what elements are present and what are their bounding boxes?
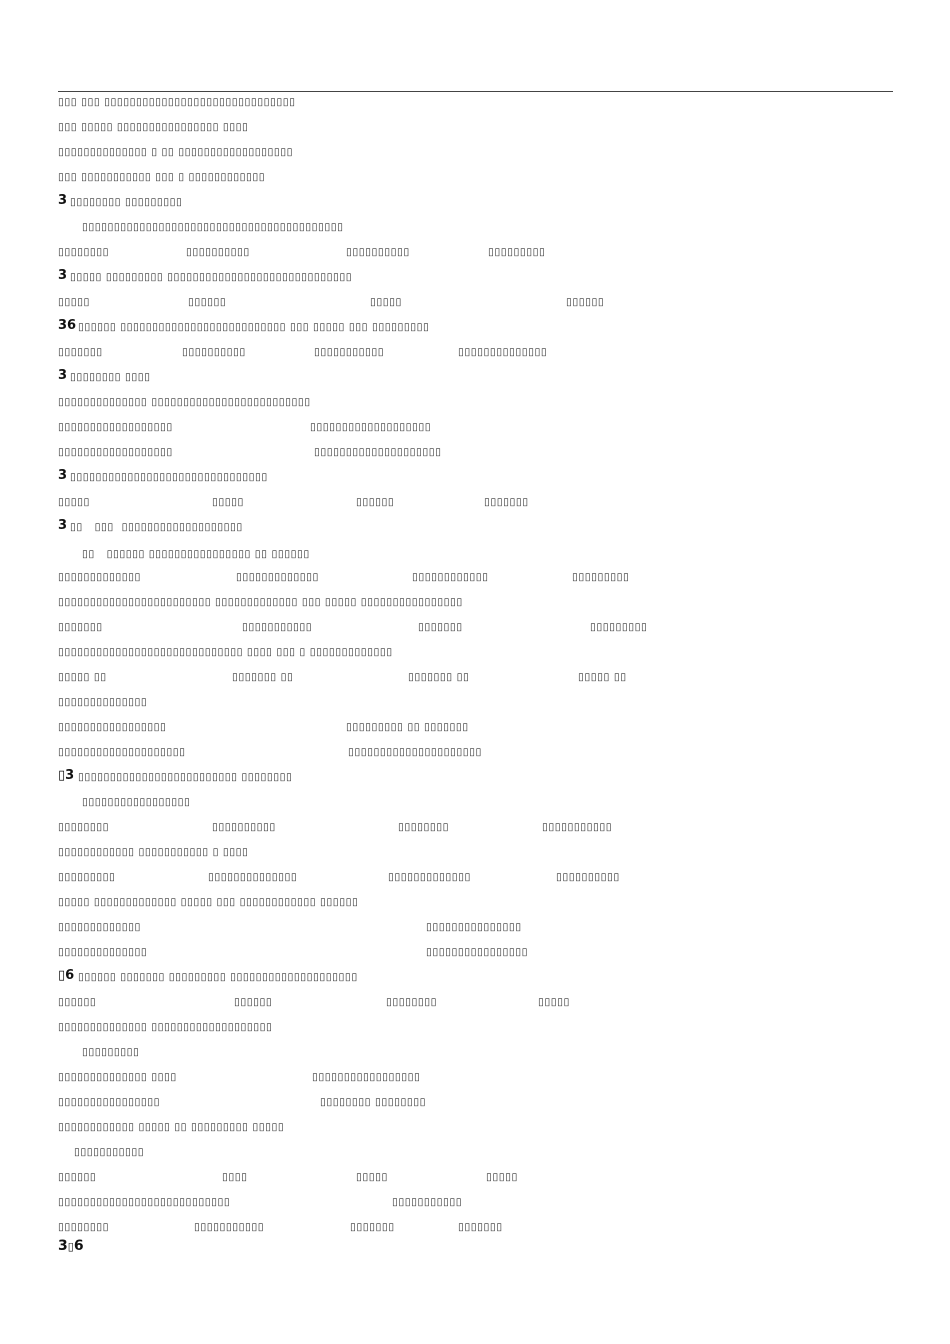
text-line: [58, 1217, 888, 1237]
text-line: [82, 1042, 912, 1062]
text-line: [58, 617, 888, 637]
text-segment: ▯▯▯▯▯▯▯▯▯▯▯▯▯▯: [458, 346, 548, 358]
text-segment: ▯▯▯▯▯▯▯▯▯▯▯▯▯▯▯: [426, 921, 522, 933]
text-line: [58, 917, 888, 937]
text-segment: ▯▯▯▯▯▯▯ ▯▯: [232, 671, 294, 683]
item-number: 3: [58, 193, 68, 208]
text-line: [58, 767, 888, 787]
page-total: 6: [73, 1238, 84, 1254]
text-segment: ▯▯▯▯▯▯▯ ▯▯: [408, 671, 470, 683]
text-line: [58, 717, 888, 737]
text-segment: ▯▯▯▯▯▯▯▯▯: [488, 246, 546, 258]
text-segment: ▯▯▯▯: [222, 1171, 248, 1183]
text-line: [74, 1142, 904, 1162]
text-segment: ▯▯▯▯▯▯: [234, 996, 273, 1008]
text-line: [58, 642, 888, 662]
text-segment: ▯▯▯▯▯▯▯: [484, 496, 529, 508]
text-line: [58, 867, 888, 887]
text-segment: ▯▯▯▯▯▯▯▯: [58, 246, 110, 258]
text-segment: ▯▯▯▯▯▯▯: [58, 621, 103, 633]
text-segment: ▯▯▯▯▯▯▯▯▯▯▯: [194, 1221, 265, 1233]
text-segment: ▯▯▯▯▯▯▯▯▯▯▯▯▯▯: [58, 696, 148, 708]
item-number: ▯6: [58, 968, 75, 983]
text-segment: ▯▯▯▯▯▯▯▯▯: [572, 571, 630, 583]
text-line: [58, 1117, 888, 1137]
text-segment: ▯▯▯▯▯▯▯: [418, 621, 463, 633]
text-segment: ▯▯▯▯▯▯▯▯▯▯▯▯▯▯▯▯: [426, 946, 529, 958]
text-segment: ▯▯▯▯▯: [486, 1171, 518, 1183]
text-segment: ▯▯▯▯▯▯▯▯▯▯: [346, 246, 410, 258]
text-segment: ▯▯▯▯▯▯: [58, 1171, 97, 1183]
text-segment: ▯▯▯▯▯▯▯▯▯▯▯▯▯▯▯▯▯▯▯▯▯: [348, 746, 482, 758]
text-segment: ▯▯▯▯▯▯▯▯▯: [58, 871, 116, 883]
text-segment: ▯▯▯▯▯▯▯▯▯▯▯▯▯▯▯▯▯▯▯▯▯▯▯▯ ▯▯▯▯▯▯▯▯▯▯▯▯▯ ▯▯▯ ▯▯▯▯▯ ▯▯▯▯▯▯▯▯▯▯▯▯▯▯▯▯: [58, 596, 463, 608]
text-segment: ▯▯▯▯▯: [58, 496, 90, 508]
text-segment: ▯▯▯▯▯: [58, 296, 90, 308]
text-line: [58, 992, 888, 1012]
text-line: [82, 792, 912, 812]
text-line: [58, 942, 888, 962]
text-segment: ▯▯▯▯▯▯▯: [58, 346, 103, 358]
text-line: [58, 417, 888, 437]
item-number: 36: [58, 318, 77, 333]
text-segment: ▯▯▯▯▯▯▯▯▯▯▯▯▯▯: [208, 871, 298, 883]
text-segment: ▯▯▯▯▯▯▯▯▯▯▯▯▯▯: [58, 946, 148, 958]
text-segment: ▯▯▯▯▯▯▯▯ ▯▯▯▯▯▯▯▯: [320, 1096, 426, 1108]
text-segment: ▯▯▯▯▯▯▯: [458, 1221, 503, 1233]
text-segment: ▯▯▯▯▯▯▯▯▯▯▯▯▯▯▯▯▯▯: [58, 421, 173, 433]
text-line: [58, 442, 888, 462]
text-segment: ▯▯▯▯▯: [370, 296, 402, 308]
text-segment: ▯▯▯▯▯▯▯▯▯▯▯▯▯: [388, 871, 471, 883]
text-segment: ▯▯▯▯▯▯▯▯: [58, 821, 110, 833]
text-segment: ▯▯▯▯▯▯▯▯▯ ▯▯ ▯▯▯▯▯▯▯: [346, 721, 469, 733]
text-segment: ▯▯▯▯▯▯▯▯▯▯▯▯▯: [58, 571, 141, 583]
text-line: [58, 692, 888, 712]
text-line: [58, 1192, 888, 1212]
text-segment: ▯▯▯▯▯ ▯▯: [58, 671, 107, 683]
text-line: [58, 192, 888, 212]
text-line: [58, 467, 888, 487]
page-number: 3: [58, 1238, 68, 1254]
text-segment: ▯▯▯ ▯▯▯▯▯ ▯▯▯▯▯▯▯▯▯▯▯▯▯▯▯▯ ▯▯▯▯: [58, 121, 249, 133]
item-number: ▯3: [58, 768, 75, 783]
text-segment: ▯▯▯▯▯: [538, 996, 570, 1008]
text-line: [58, 1067, 888, 1087]
text-segment: ▯▯▯▯▯▯▯▯▯▯▯▯▯▯▯▯▯: [58, 721, 167, 733]
text-segment: ▯▯▯▯▯▯▯▯ ▯▯▯▯▯▯▯▯▯: [70, 196, 183, 208]
text-segment: ▯▯▯▯▯▯▯▯▯▯▯▯▯: [58, 921, 141, 933]
text-segment: ▯▯▯▯▯▯ ▯▯▯▯▯▯▯ ▯▯▯▯▯▯▯▯▯ ▯▯▯▯▯▯▯▯▯▯▯▯▯▯▯▯▯▯▯▯: [78, 971, 358, 983]
text-line: [58, 292, 888, 312]
text-segment: ▯▯▯▯▯▯▯▯▯▯: [186, 246, 250, 258]
text-segment: ▯▯▯▯▯▯▯▯: [386, 996, 438, 1008]
text-segment: ▯▯▯▯▯▯▯: [350, 1221, 395, 1233]
page-footer: [58, 1238, 84, 1254]
text-line: [82, 217, 912, 237]
text-line: [58, 567, 888, 587]
text-segment: ▯▯▯▯▯▯▯▯▯▯▯: [242, 621, 313, 633]
text-line: [58, 517, 888, 537]
text-line: [58, 667, 888, 687]
text-segment: ▯▯▯▯▯▯▯▯▯▯▯▯ ▯▯▯▯▯ ▯▯ ▯▯▯▯▯▯▯▯▯ ▯▯▯▯▯: [58, 1121, 285, 1133]
text-segment: ▯▯▯▯▯▯▯▯▯▯▯▯▯▯▯▯▯▯▯▯▯▯▯▯▯▯▯▯▯▯▯▯▯▯▯▯▯▯▯▯▯: [82, 221, 344, 233]
item-number: 3: [58, 518, 68, 533]
text-segment: ▯▯▯▯▯▯▯▯▯▯▯▯▯▯ ▯▯▯▯▯▯▯▯▯▯▯▯▯▯▯▯▯▯▯▯▯▯▯▯▯: [58, 396, 311, 408]
text-segment: ▯▯▯▯▯▯▯▯▯▯▯: [392, 1196, 463, 1208]
text-segment: ▯▯▯▯▯▯▯▯ ▯▯▯▯: [70, 371, 151, 383]
text-line: [58, 317, 888, 337]
text-segment: ▯▯ ▯▯▯▯▯▯ ▯▯▯▯▯▯▯▯▯▯▯▯▯▯▯▯ ▯▯ ▯▯▯▯▯▯: [82, 548, 310, 560]
text-line: [58, 1092, 888, 1112]
text-segment: ▯▯▯▯▯▯▯▯▯▯: [212, 821, 276, 833]
text-segment: ▯▯▯▯▯▯▯▯▯▯▯▯: [412, 571, 489, 583]
text-line: [58, 1167, 888, 1187]
text-segment: ▯▯▯▯▯▯▯▯▯▯▯▯▯▯▯▯▯▯▯: [310, 421, 432, 433]
text-segment: ▯▯▯▯▯ ▯▯▯▯▯▯▯▯▯▯▯▯▯ ▯▯▯▯▯ ▯▯▯ ▯▯▯▯▯▯▯▯▯▯▯▯ ▯▯▯▯▯▯: [58, 896, 359, 908]
text-line: [58, 342, 888, 362]
text-line: [58, 967, 888, 987]
text-line: [58, 92, 888, 112]
text-segment: ▯▯▯▯▯: [356, 1171, 388, 1183]
text-line: [58, 367, 888, 387]
text-segment: ▯▯▯▯▯▯: [356, 496, 395, 508]
text-segment: ▯▯▯▯▯▯▯▯▯▯▯: [542, 821, 613, 833]
text-segment: ▯▯▯▯▯▯: [58, 996, 97, 1008]
text-segment: ▯▯▯▯▯▯▯▯▯: [82, 1046, 140, 1058]
text-segment: ▯▯▯▯▯▯▯▯▯▯▯▯ ▯▯▯▯▯▯▯▯▯▯▯ ▯ ▯▯▯▯: [58, 846, 249, 858]
item-number: 3: [58, 268, 68, 283]
item-number: 3: [58, 368, 68, 383]
text-segment: ▯▯▯▯▯▯▯▯▯▯: [556, 871, 620, 883]
text-line: [58, 392, 888, 412]
text-segment: ▯▯▯▯▯▯▯▯▯▯: [182, 346, 246, 358]
item-number: 3: [58, 468, 68, 483]
text-segment: ▯▯▯▯▯▯▯▯▯▯▯▯▯▯▯▯▯▯▯▯▯▯▯▯▯ ▯▯▯▯▯▯▯▯: [78, 771, 293, 783]
text-segment: ▯▯▯▯▯▯ ▯▯▯▯▯▯▯▯▯▯▯▯▯▯▯▯▯▯▯▯▯▯▯▯▯▯ ▯▯▯ ▯▯▯▯▯ ▯▯▯ ▯▯▯▯▯▯▯▯▯: [78, 321, 430, 333]
text-segment: ▯▯▯▯▯▯▯▯▯▯▯▯▯▯▯▯▯▯▯▯▯▯▯▯▯▯▯▯▯ ▯▯▯▯ ▯▯▯ ▯ ▯▯▯▯▯▯▯▯▯▯▯▯▯: [58, 646, 393, 658]
text-segment: ▯▯▯▯▯▯▯▯▯▯▯▯▯▯▯▯▯▯: [58, 446, 173, 458]
text-line: [58, 892, 888, 912]
text-line: [58, 742, 888, 762]
text-line: [58, 242, 888, 262]
text-segment: ▯▯▯▯▯▯▯▯▯▯▯: [74, 1146, 145, 1158]
text-line: [58, 492, 888, 512]
text-segment: ▯▯▯▯▯▯▯▯▯▯▯▯▯▯ ▯▯▯▯: [58, 1071, 177, 1083]
text-line: [58, 1017, 888, 1037]
text-segment: ▯▯▯▯▯▯: [188, 296, 227, 308]
text-segment: ▯▯▯ ▯▯▯▯▯▯▯▯▯▯▯ ▯▯▯ ▯ ▯▯▯▯▯▯▯▯▯▯▯▯: [58, 171, 266, 183]
text-segment: ▯▯▯▯▯▯▯▯▯▯▯▯▯▯▯▯▯▯▯▯▯▯▯▯▯▯▯▯▯▯▯: [70, 471, 268, 483]
text-segment: ▯▯▯▯▯▯▯▯▯: [590, 621, 648, 633]
text-segment: ▯▯ ▯▯▯ ▯▯▯▯▯▯▯▯▯▯▯▯▯▯▯▯▯▯▯: [70, 521, 243, 533]
text-line: [58, 167, 888, 187]
text-segment: ▯▯▯▯▯▯▯▯▯▯▯: [314, 346, 385, 358]
text-segment: ▯▯▯▯▯▯▯▯: [58, 1221, 110, 1233]
text-line: [58, 842, 888, 862]
text-segment: ▯▯▯ ▯▯▯ ▯▯▯▯▯▯▯▯▯▯▯▯▯▯▯▯▯▯▯▯▯▯▯▯▯▯▯▯▯▯: [58, 96, 296, 108]
text-segment: ▯▯▯▯▯▯▯▯: [398, 821, 450, 833]
text-segment: ▯▯▯▯▯▯: [566, 296, 605, 308]
text-line: [58, 117, 888, 137]
page-separator: ▯: [67, 1240, 74, 1253]
text-line: [58, 142, 888, 162]
text-segment: ▯▯▯▯▯▯▯▯▯▯▯▯▯▯ ▯▯▯▯▯▯▯▯▯▯▯▯▯▯▯▯▯▯▯: [58, 1021, 273, 1033]
text-segment: ▯▯▯▯▯▯▯▯▯▯▯▯▯▯▯▯: [58, 1096, 161, 1108]
text-line: [58, 817, 888, 837]
text-line: [82, 544, 912, 564]
text-segment: ▯▯▯▯▯ ▯▯▯▯▯▯▯▯▯ ▯▯▯▯▯▯▯▯▯▯▯▯▯▯▯▯▯▯▯▯▯▯▯▯▯▯▯▯▯: [70, 271, 353, 283]
text-segment: ▯▯▯▯▯▯▯▯▯▯▯▯▯▯▯▯▯▯▯▯▯▯▯▯▯▯▯: [58, 1196, 231, 1208]
text-line: [58, 267, 888, 287]
text-segment: ▯▯▯▯▯ ▯▯: [578, 671, 627, 683]
text-segment: ▯▯▯▯▯▯▯▯▯▯▯▯▯▯▯▯▯▯▯▯: [58, 746, 186, 758]
text-line: [58, 592, 888, 612]
text-segment: ▯▯▯▯▯▯▯▯▯▯▯▯▯: [236, 571, 319, 583]
text-segment: ▯▯▯▯▯▯▯▯▯▯▯▯▯▯▯▯▯: [82, 796, 191, 808]
text-segment: ▯▯▯▯▯▯▯▯▯▯▯▯▯▯▯▯▯▯▯▯: [314, 446, 442, 458]
text-segment: ▯▯▯▯▯: [212, 496, 244, 508]
text-segment: ▯▯▯▯▯▯▯▯▯▯▯▯▯▯▯▯▯: [312, 1071, 421, 1083]
text-segment: ▯▯▯▯▯▯▯▯▯▯▯▯▯▯ ▯ ▯▯ ▯▯▯▯▯▯▯▯▯▯▯▯▯▯▯▯▯▯: [58, 146, 294, 158]
